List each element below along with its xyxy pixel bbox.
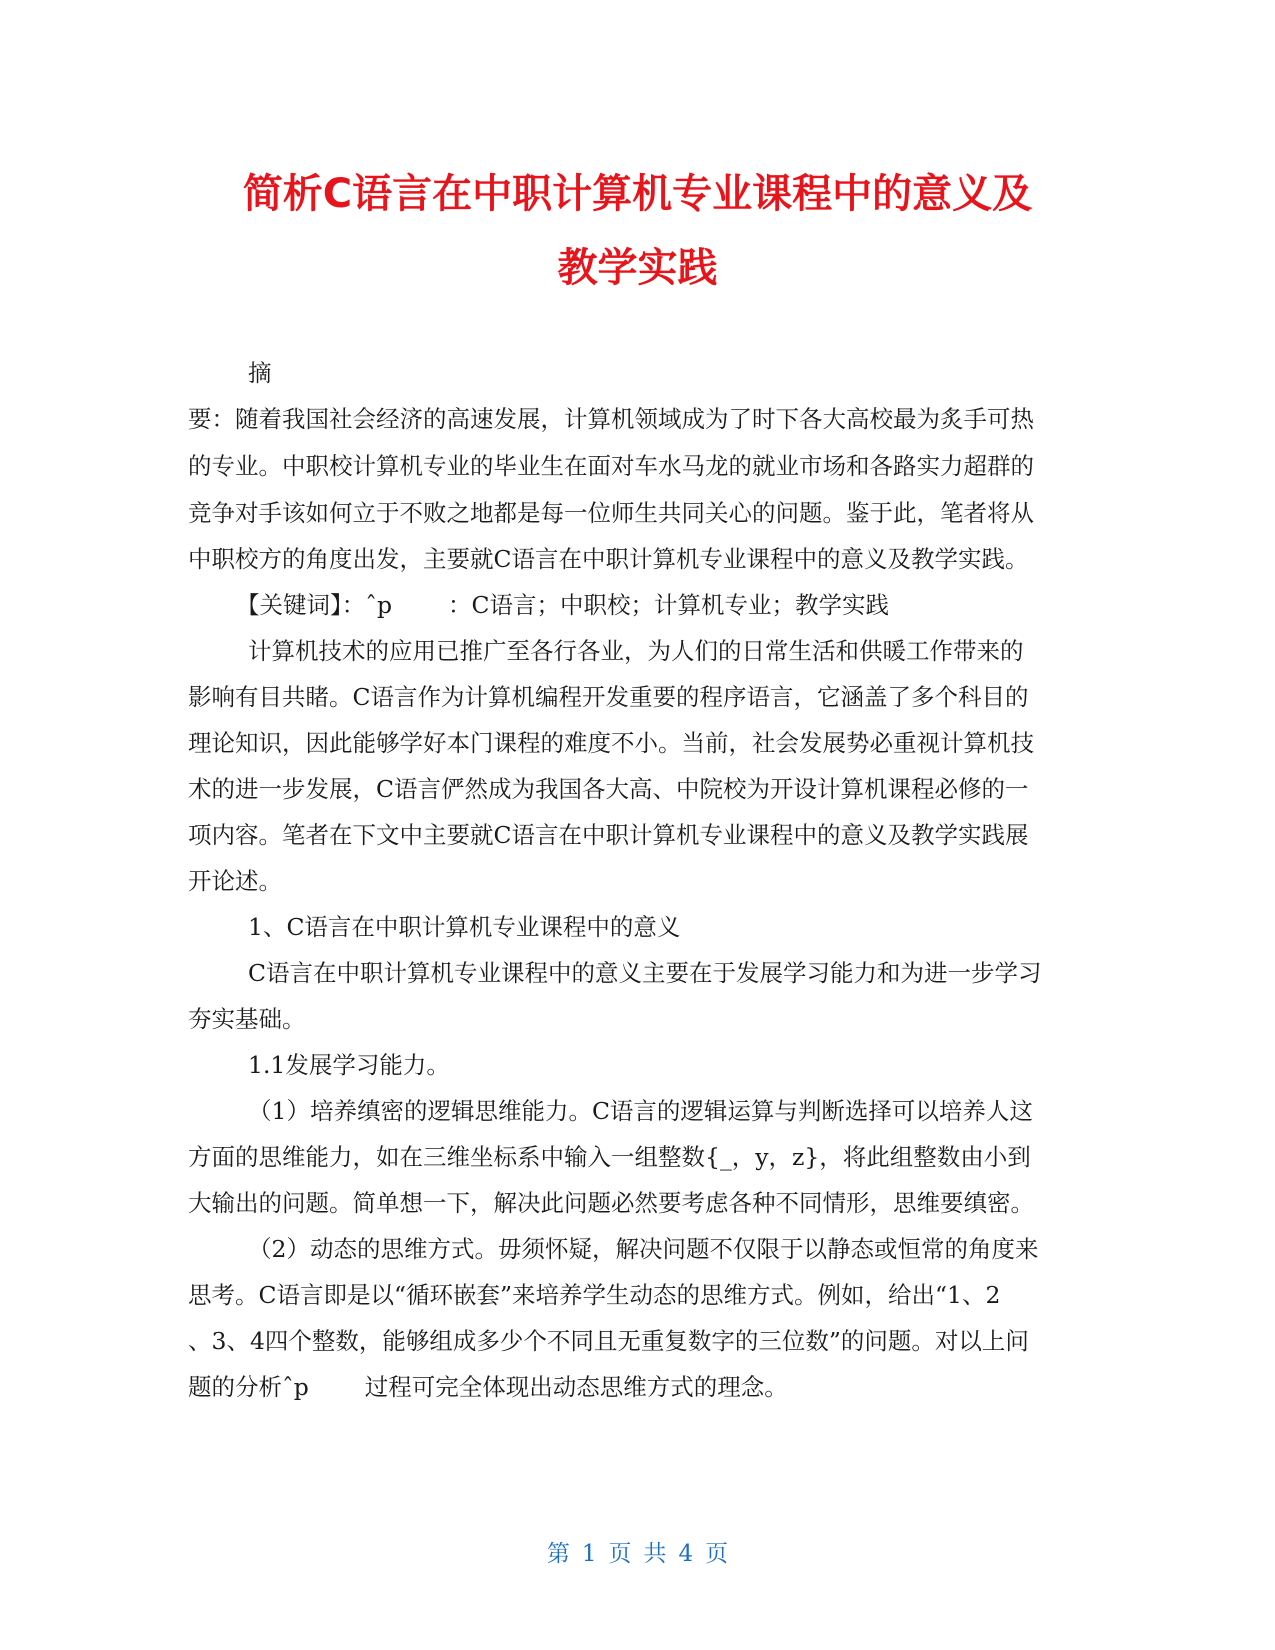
intro-line: 开论述。 <box>188 867 282 895</box>
footer-word-ye: 页 <box>608 1541 632 1567</box>
point-2-line: 、3、4四个整数，能够组成多少个不同且无重复数字的三位数”的问题。对以上问 <box>188 1327 1029 1355</box>
point-2-line: 思考。C语言即是以“循环嵌套”来培养学生动态的思维方式。例如，给出“1、2 <box>188 1281 1001 1309</box>
point-1-line: 大输出的问题。简单想一下，解决此问题必然要考虑各种不同情形，思维要缜密。 <box>188 1189 1034 1217</box>
footer-word-ye-2: 页 <box>705 1541 729 1567</box>
document-title-line-2: 教学实践 <box>557 245 718 291</box>
footer-page-number: 1 <box>581 1541 597 1567</box>
keywords-row <box>236 589 889 621</box>
footer-word-di: 第 <box>546 1541 570 1567</box>
abstract-line: 竞争对手该如何立于不败之地都是每一位师生共同关心的问题。鉴于此，笔者将从 <box>188 499 1034 527</box>
intro-line: 影响有目共睹。C语言作为计算机编程开发重要的程序语言，它涵盖了多个科目的 <box>188 683 1029 711</box>
footer-total-pages: 4 <box>678 1541 694 1567</box>
point-2-last-line <box>188 1371 788 1403</box>
section-1-line: 夯实基础。 <box>188 1005 306 1033</box>
keywords-label: 【关键词】：ˆp <box>236 591 393 619</box>
abstract-line: 中职校方的角度出发，主要就C语言在中职计算机专业课程中的意义及教学实践。 <box>188 545 1029 573</box>
intro-line: 术的进一步发展，C语言俨然成为我国各大高、中院校为开设计算机课程必修的一 <box>188 775 1029 803</box>
page-footer <box>0 1538 1275 1570</box>
abstract-line: 要：随着我国社会经济的高速发展，计算机领域成为了时下各大高校最为炙手可热 <box>188 405 1034 433</box>
abstract-line: 的专业。中职校计算机专业的毕业生在面对车水马龙的就业市场和各路实力超群的 <box>188 452 1034 480</box>
section-1-heading: 1、C语言在中职计算机专业课程中的意义 <box>248 913 681 941</box>
subsection-1-1-heading: 1.1发展学习能力。 <box>248 1051 450 1079</box>
footer-word-gong: 共 <box>643 1541 667 1567</box>
intro-line: 项内容。笔者在下文中主要就C语言在中职计算机专业课程中的意义及教学实践展 <box>188 821 1029 849</box>
point-2-last-a: 题的分析ˆp <box>188 1373 309 1401</box>
document-title-line-1: 简析C语言在中职计算机专业课程中的意义及 <box>242 171 1033 217</box>
abstract-head: 摘 <box>248 359 272 387</box>
keywords-text: ：C语言；中职校；计算机专业；教学实践 <box>448 591 890 619</box>
intro-line: 计算机技术的应用已推广至各行各业，为人们的日常生活和供暖工作带来的 <box>248 637 1024 665</box>
point-2-last-b: 过程可完全体现出动态思维方式的理念。 <box>364 1373 788 1401</box>
point-2-line: （2）动态的思维方式。毋须怀疑，解决问题不仅限于以静态或恒常的角度来 <box>248 1235 1039 1263</box>
point-1-line: （1）培养缜密的逻辑思维能力。C语言的逻辑运算与判断选择可以培养人这 <box>248 1097 1033 1125</box>
section-1-line: C语言在中职计算机专业课程中的意义主要在于发展学习能力和为进一步学习 <box>248 959 1042 987</box>
intro-line: 理论知识，因此能够学好本门课程的难度不小。当前，社会发展势必重视计算机技 <box>188 729 1034 757</box>
point-1-line: 方面的思维能力，如在三维坐标系中输入一组整数{_，y，z}，将此组整数由小到 <box>188 1143 1031 1171</box>
